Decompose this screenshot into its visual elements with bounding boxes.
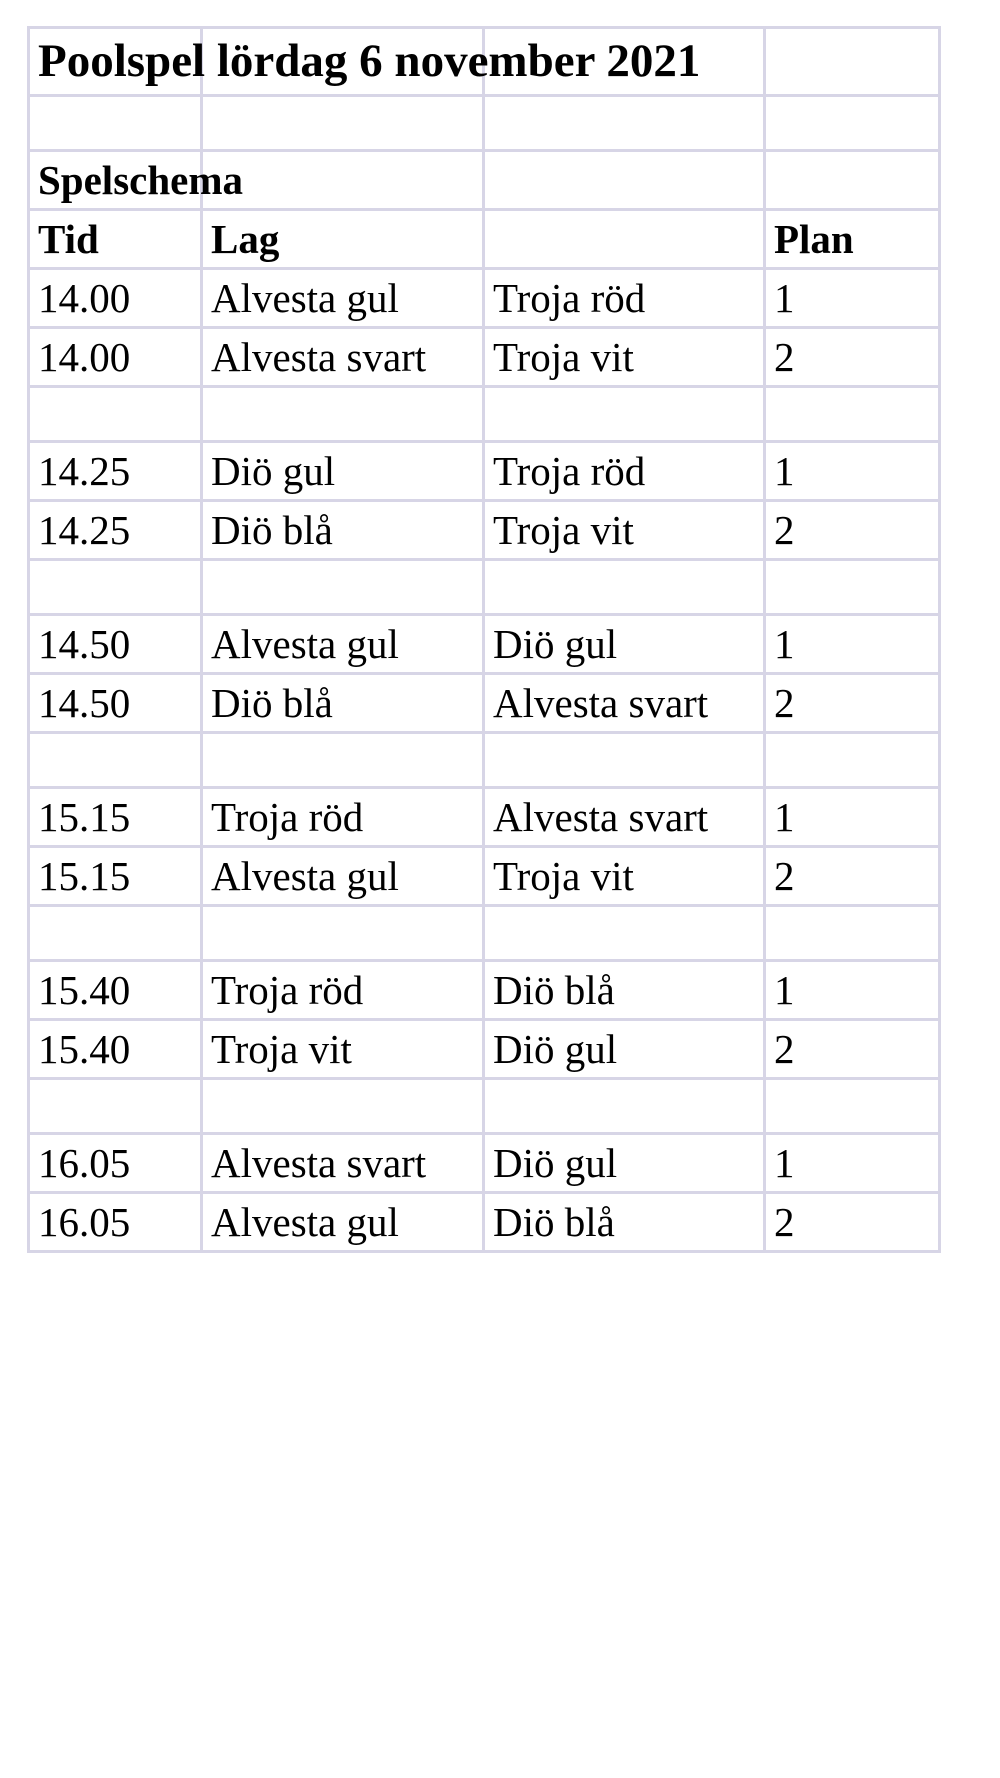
blank-cell [29, 906, 202, 961]
match-field: 2 [765, 1193, 940, 1252]
blank-cell [484, 906, 765, 961]
match-row [29, 961, 940, 1020]
match-home-team: Alvesta svart [202, 328, 484, 387]
blank-row [29, 733, 940, 788]
match-home-team: Troja röd [202, 961, 484, 1020]
match-row [29, 1020, 940, 1079]
blank-row [29, 560, 940, 615]
title-cell [29, 28, 701, 96]
match-away-team: Diö blå [484, 1193, 765, 1252]
match-row [29, 442, 940, 501]
blank-cell [29, 560, 202, 615]
match-row [29, 1134, 940, 1193]
match-row [29, 501, 940, 560]
match-home-team: Diö gul [202, 442, 484, 501]
match-row [29, 788, 940, 847]
match-home-team: Troja röd [202, 788, 484, 847]
match-time: 15.40 [29, 961, 202, 1020]
match-time: 14.00 [29, 328, 202, 387]
match-away-team: Troja röd [484, 269, 765, 328]
header-row [29, 210, 940, 269]
match-field: 2 [765, 674, 940, 733]
match-home-team: Diö blå [202, 501, 484, 560]
title-row [29, 28, 940, 96]
match-away-team: Troja röd [484, 442, 765, 501]
match-row [29, 847, 940, 906]
blank-cell [765, 560, 940, 615]
match-away-team: Diö gul [484, 1020, 765, 1079]
match-away-team: Alvesta svart [484, 788, 765, 847]
match-field: 1 [765, 961, 940, 1020]
match-away-team: Alvesta svart [484, 674, 765, 733]
blank-cell [202, 906, 484, 961]
blank-row [29, 96, 940, 151]
blank-cell [202, 733, 484, 788]
match-away-team: Diö gul [484, 615, 765, 674]
match-home-team: Alvesta gul [202, 269, 484, 328]
match-field: 1 [765, 442, 940, 501]
section-row [29, 151, 940, 210]
match-time: 14.50 [29, 674, 202, 733]
blank-cell [29, 1079, 202, 1134]
match-home-team: Alvesta gul [202, 847, 484, 906]
match-away-team: Troja vit [484, 328, 765, 387]
page-title: Poolspel lördag 6 november 2021 [38, 35, 701, 87]
match-row [29, 674, 940, 733]
blank-cell [484, 733, 765, 788]
match-home-team: Alvesta svart [202, 1134, 484, 1193]
match-field: 2 [765, 1020, 940, 1079]
schedule-table [27, 26, 941, 1253]
match-row [29, 615, 940, 674]
blank-cell [765, 733, 940, 788]
match-away-team: Troja vit [484, 501, 765, 560]
match-time: 15.15 [29, 847, 202, 906]
header-team: Lag [202, 210, 484, 269]
section-cell [29, 151, 243, 210]
blank-row [29, 1079, 940, 1134]
match-home-team: Alvesta gul [202, 615, 484, 674]
match-away-team: Diö blå [484, 961, 765, 1020]
match-home-team: Diö blå [202, 674, 484, 733]
match-field: 2 [765, 328, 940, 387]
blank-cell [29, 733, 202, 788]
match-field: 1 [765, 788, 940, 847]
match-away-team: Diö gul [484, 1134, 765, 1193]
section-title: Spelschema [38, 157, 243, 203]
match-row [29, 269, 940, 328]
blank-row [29, 906, 940, 961]
match-field: 2 [765, 847, 940, 906]
match-row [29, 328, 940, 387]
match-time: 14.25 [29, 442, 202, 501]
blank-cell [202, 387, 484, 442]
blank-row [29, 387, 940, 442]
match-time: 14.00 [29, 269, 202, 328]
match-time: 15.40 [29, 1020, 202, 1079]
match-field: 1 [765, 1134, 940, 1193]
match-time: 14.50 [29, 615, 202, 674]
blank-cell [765, 906, 940, 961]
match-home-team: Troja vit [202, 1020, 484, 1079]
blank-cell [202, 560, 484, 615]
header-field: Plan [765, 210, 940, 269]
match-field: 1 [765, 615, 940, 674]
match-time: 14.25 [29, 501, 202, 560]
header-empty [484, 210, 765, 269]
match-row [29, 1193, 940, 1252]
blank-cell [29, 387, 202, 442]
match-field: 2 [765, 501, 940, 560]
blank-cell [484, 1079, 765, 1134]
blank-cell [484, 387, 765, 442]
blank-cell [765, 1079, 940, 1134]
match-home-team: Alvesta gul [202, 1193, 484, 1252]
match-away-team: Troja vit [484, 847, 765, 906]
blank-cell [202, 1079, 484, 1134]
blank-cell [484, 560, 765, 615]
match-field: 1 [765, 269, 940, 328]
match-time: 15.15 [29, 788, 202, 847]
header-time: Tid [29, 210, 202, 269]
schedule-sheet [27, 26, 938, 1253]
match-time: 16.05 [29, 1193, 202, 1252]
blank-cell [765, 387, 940, 442]
match-time: 16.05 [29, 1134, 202, 1193]
